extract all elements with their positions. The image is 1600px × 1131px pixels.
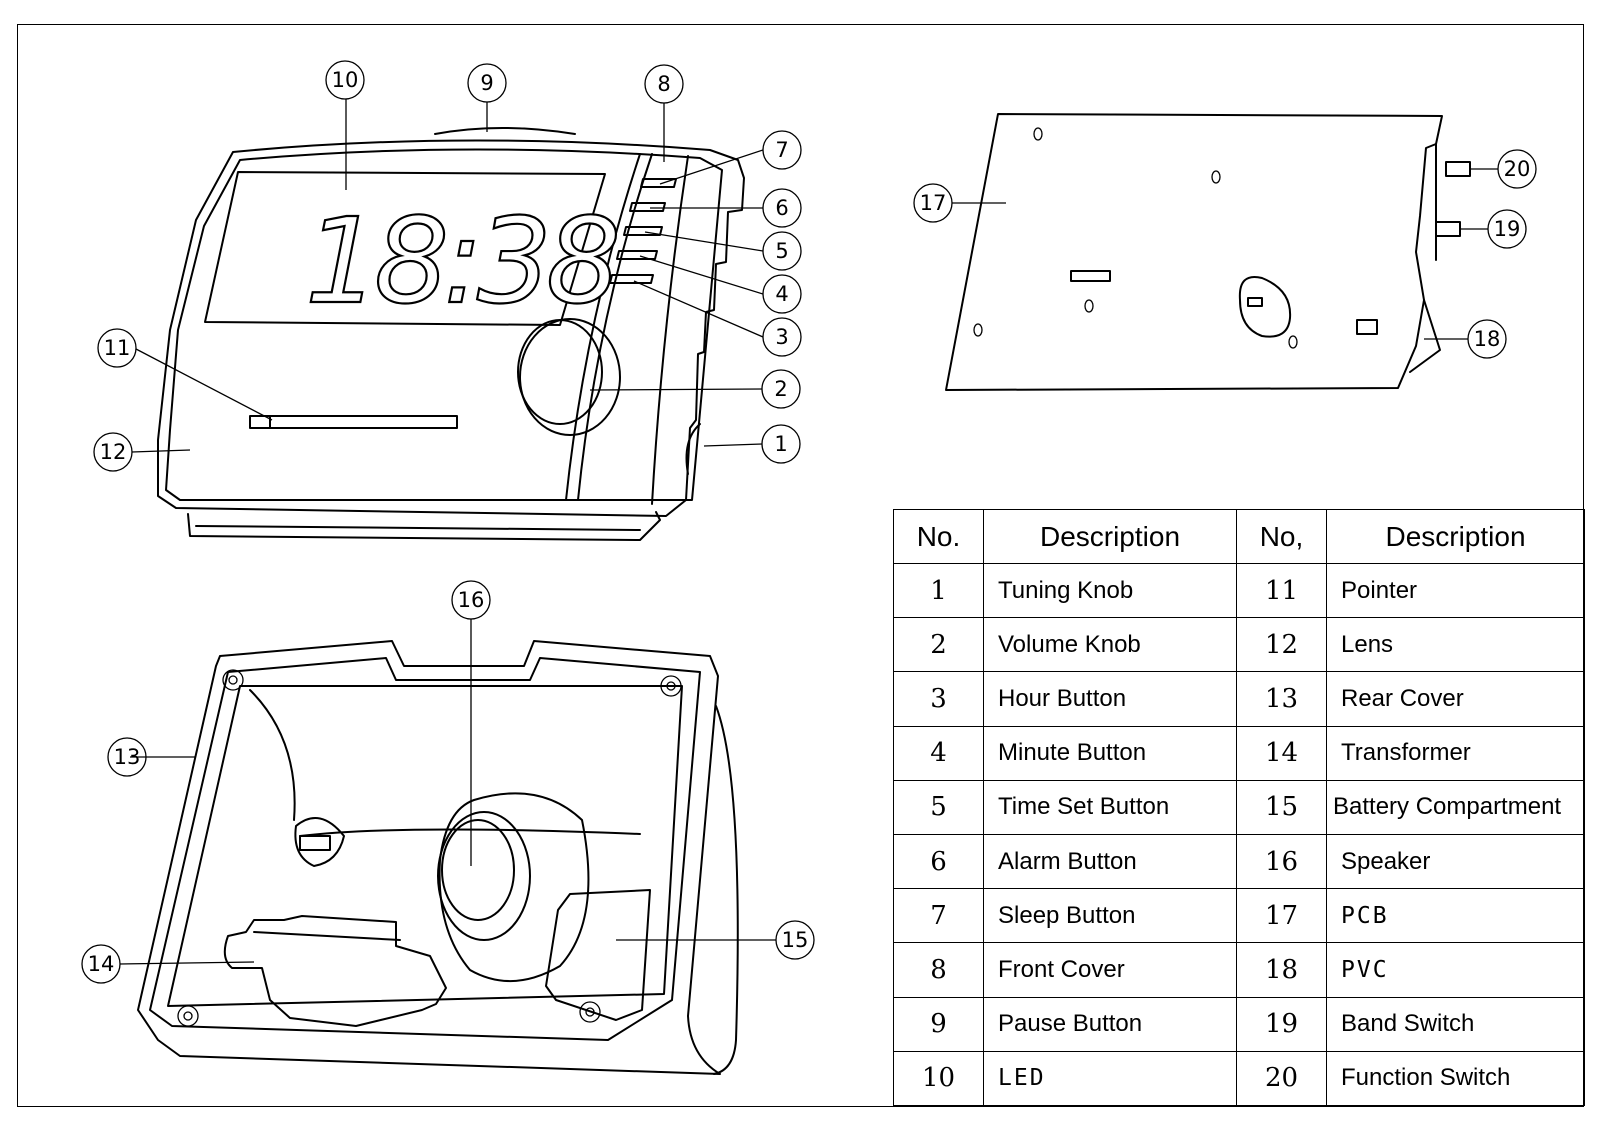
battery-compartment — [546, 890, 650, 1020]
svg-text:9: 9 — [480, 71, 494, 95]
rear-view — [138, 641, 738, 1074]
part-description: Speaker — [1327, 834, 1585, 888]
table-row — [894, 672, 1585, 726]
table-row — [894, 564, 1585, 618]
clock-led-digits: 18:38 — [305, 192, 616, 330]
part-number: 7 — [894, 889, 984, 943]
callout-15 — [776, 921, 814, 959]
svg-text:18: 18 — [1473, 327, 1501, 351]
svg-text:11: 11 — [103, 336, 131, 360]
callout-14 — [82, 945, 120, 983]
table-row — [894, 889, 1585, 943]
front-buttons — [610, 179, 676, 283]
table-row — [894, 943, 1585, 997]
part-description: Lens — [1327, 618, 1585, 672]
callout-16 — [452, 581, 490, 619]
part-number: 14 — [1237, 726, 1327, 780]
svg-text:14: 14 — [87, 952, 115, 976]
svg-text:20: 20 — [1503, 157, 1531, 181]
table-row — [894, 834, 1585, 888]
svg-text:1: 1 — [774, 432, 788, 456]
part-description: Time Set Button — [984, 780, 1237, 834]
svg-text:10: 10 — [331, 68, 359, 92]
svg-text:17: 17 — [919, 191, 947, 215]
part-number: 20 — [1237, 1051, 1327, 1105]
part-number: 8 — [894, 943, 984, 997]
part-description: Pause Button — [984, 997, 1237, 1051]
callout-9 — [468, 64, 506, 102]
svg-text:5: 5 — [775, 239, 789, 263]
part-number: 17 — [1237, 889, 1327, 943]
callout-13 — [108, 738, 146, 776]
volume-knob — [520, 319, 620, 435]
svg-text:2: 2 — [774, 377, 788, 401]
function-switch — [1446, 162, 1470, 176]
svg-text:13: 13 — [113, 745, 141, 769]
part-number: 9 — [894, 997, 984, 1051]
part-number: 1 — [894, 564, 984, 618]
part-number: 6 — [894, 834, 984, 888]
svg-text:6: 6 — [775, 196, 789, 220]
part-description: Volume Knob — [984, 618, 1237, 672]
part-description: Alarm Button — [984, 834, 1237, 888]
table-row — [894, 780, 1585, 834]
part-description: Front Cover — [984, 943, 1237, 997]
part-description: Battery Compartment — [1327, 780, 1585, 834]
table-row — [894, 618, 1585, 672]
part-number: 10 — [894, 1051, 984, 1105]
svg-text:16: 16 — [457, 588, 485, 612]
callout-10 — [326, 61, 364, 99]
callout-5 — [763, 232, 801, 270]
svg-text:3: 3 — [775, 325, 789, 349]
band-switch — [1436, 222, 1460, 236]
svg-text:4: 4 — [775, 282, 789, 306]
part-number: 12 — [1237, 618, 1327, 672]
part-number: 4 — [894, 726, 984, 780]
part-number: 11 — [1237, 564, 1327, 618]
table-row — [894, 997, 1585, 1051]
svg-text:15: 15 — [781, 928, 809, 952]
part-description: Hour Button — [984, 672, 1237, 726]
svg-text:8: 8 — [657, 72, 671, 96]
header-no-right: No, — [1237, 510, 1327, 564]
pcb-view — [946, 114, 1470, 390]
part-number: 3 — [894, 672, 984, 726]
callout-12 — [94, 433, 132, 471]
part-description: Sleep Button — [984, 889, 1237, 943]
part-description: Rear Cover — [1327, 672, 1585, 726]
svg-text:7: 7 — [775, 138, 789, 162]
part-description: PVC — [1327, 943, 1585, 997]
part-description: Tuning Knob — [984, 564, 1237, 618]
front-view — [158, 128, 744, 540]
part-description: Pointer — [1327, 564, 1585, 618]
header-description-right: Description — [1327, 510, 1585, 564]
callout-8 — [645, 65, 683, 103]
part-description: Minute Button — [984, 726, 1237, 780]
table-row — [894, 1051, 1585, 1105]
header-description-left: Description — [984, 510, 1237, 564]
callout-2 — [762, 370, 800, 408]
part-number: 16 — [1237, 834, 1327, 888]
part-number: 15 — [1237, 780, 1327, 834]
part-description: LED — [984, 1051, 1237, 1105]
speaker — [440, 793, 589, 981]
table-row — [894, 726, 1585, 780]
callout-7 — [763, 131, 801, 169]
callout-17 — [914, 184, 952, 222]
part-number: 2 — [894, 618, 984, 672]
callout-6 — [763, 189, 801, 227]
part-number: 5 — [894, 780, 984, 834]
svg-text:19: 19 — [1493, 217, 1521, 241]
part-description: Band Switch — [1327, 997, 1585, 1051]
callout-18 — [1468, 320, 1506, 358]
callout-3 — [763, 318, 801, 356]
callout-11 — [98, 329, 136, 367]
part-number: 13 — [1237, 672, 1327, 726]
part-number: 18 — [1237, 943, 1327, 997]
svg-text:12: 12 — [99, 440, 127, 464]
table-header-row — [894, 510, 1585, 564]
part-number: 19 — [1237, 997, 1327, 1051]
part-description: PCB — [1327, 889, 1585, 943]
part-description: Transformer — [1327, 726, 1585, 780]
callout-4 — [763, 275, 801, 313]
part-description: Function Switch — [1327, 1051, 1585, 1105]
parts-table — [893, 509, 1585, 1106]
dial-pointer-strip — [250, 416, 457, 428]
callout-1 — [762, 425, 800, 463]
callout-19 — [1488, 210, 1526, 248]
callout-20 — [1498, 150, 1536, 188]
header-no-left: No. — [894, 510, 984, 564]
